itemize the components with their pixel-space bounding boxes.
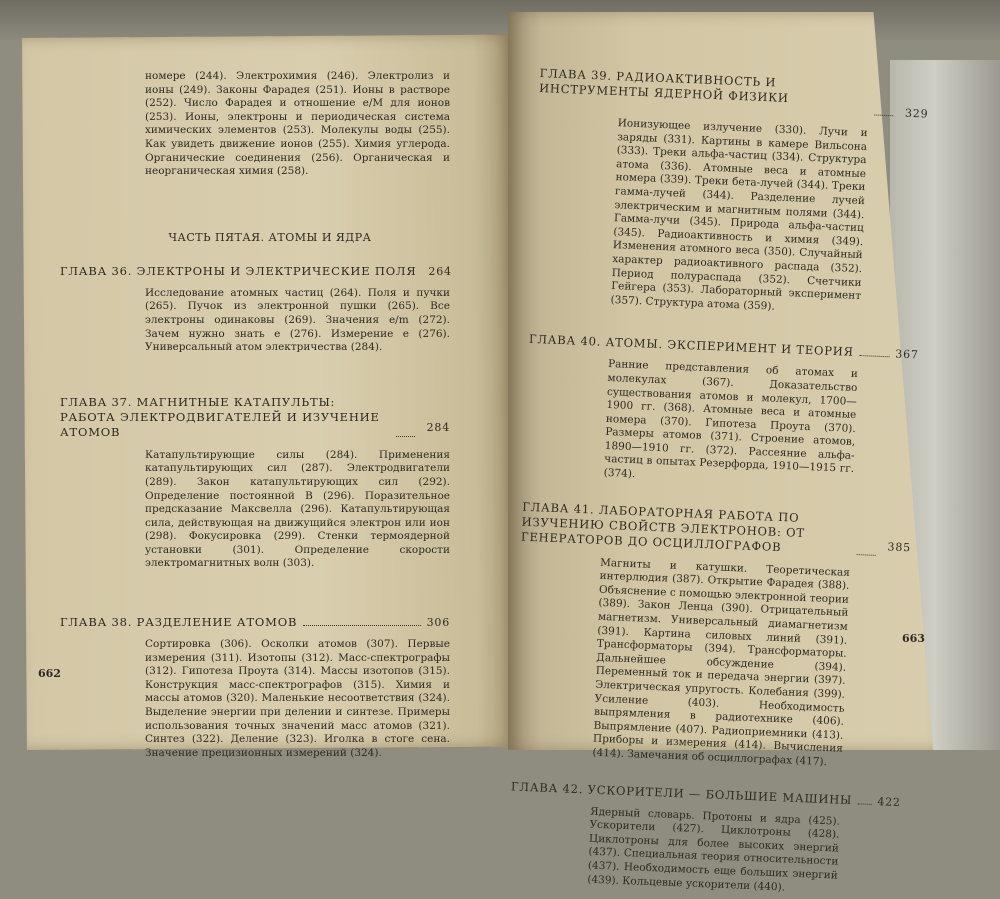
chapter-heading (60, 395, 450, 440)
chapter-title: ГЛАВА 40. АТОМЫ. ЭКСПЕРИМЕНТ И ТЕОРИЯ (528, 332, 854, 360)
chapter-title: ГЛАВА 37. МАГНИТНЫЕ КАТАПУЛЬТЫ: РАБОТА ЭЛЕКТРОДВИГАТЕЛЕЙ И ИЗУЧЕНИЕ АТОМОВ (60, 394, 380, 439)
chapter-39 (530, 66, 929, 320)
chapter-title: ГЛАВА 38. РАЗДЕЛЕНИЕ АТОМОВ (60, 615, 298, 630)
chapter-contents: Сортировка (306). Осколки атомов (307). Первые измерения (311). Изотопы (312). Масс-спектрографы (312). Гипотеза Проута (314). Массы изотопов (315). Конструкция масс-спектрографов (315). Химия и массы атомов (320). Маленькие несоответствия (324). Выделение энергии при делении и синтезе. Примеры использования точных значений масс атомов (321). Синтез (322). Деление (323). Иголка в стоге сена. Значение прецизионных измерений (324). (145, 638, 450, 759)
chapter-contents: Ионизующее излучение (330). Лучи и заряды (331). Картины в камере Вильсона (333). Треки альфа-частиц (334). Структура атома (336). Атомные веса и атомные номера (339). Треки бета-лучей (344). Треки гамма-лучей (344). Разделение лучей электрическим и магнитным полями (344). Гамма-лучи (345). Природа альфа-частиц (345). Радиоактивность и химия (349). Изменения атомного веса (350). Случайный характер радиоактивного распада (352). Период полураспада (352). Счетчики Гейгера (353). Лабораторный эксперимент (357). Структура атома (359). (610, 117, 868, 313)
chapter-contents: Исследование атомных частиц (264). Поля и пучки (265). Пучок из электронной пушки (265). Все электроны одинаковы (269). Значения e/m (272). Зачем нужно знать e (276). Измерение e (276). Универсальный атом электричества (284). (145, 286, 450, 354)
chapter-41 (512, 499, 912, 772)
leader-dots (858, 803, 871, 805)
chapter-title: ГЛАВА 42. УСКОРИТЕЛИ — БОЛЬШИЕ МАШИНЫ (510, 778, 853, 807)
chapter-page-number: 306 (426, 616, 450, 630)
chapter-page-number: 385 (887, 539, 912, 554)
chapter-title: ГЛАВА 36. ЭЛЕКТРОНЫ И ЭЛЕКТРИЧЕСКИЕ ПОЛЯ (60, 263, 417, 278)
chapter-contents: Катапультирующие силы (284). Применения катапультирующих сил (287). Электродвигатели (289). Закон катапультирующих сил (292). Определение постоянной B (296). Поразительное предсказание Максвелла (296). Катапультирующая сила, действующая на движущийся электрон или ион (298). Фокусировка (299). Стенки термоядерной установки (301). Определение скорости электромагнитных волн (303). (145, 448, 450, 570)
chapter-contents: Магниты и катушки. Теоретическая интерлюдия (387). Открытие Фарадея (388). Объяснение с помощью электронной теории (389). Закон Ленца (390). Отрицательный магнетизм. Универсальный диамагнетизм (391). Картина силовых линий (391). Трансформаторы (394). Трансформаторы. Дальнейшее обсуждение (394). Переменный ток и передача энергии (397). Электрическая упругость. Колебания (399). Усиление (403). Необходимость выпрямления в радиотехнике (406). Выпрямление (407). Радиоприемники (413). Приборы и измерения (414). Вычисления (414). Замечания об осциллографах (417). (592, 556, 851, 769)
chapter-title: ГЛАВА 39. РАДИОАКТИВНОСТЬ И ИНСТРУМЕНТЫ ЯДЕРНОЙ ФИЗИКИ (538, 66, 790, 106)
chapter-40 (523, 332, 919, 493)
chapter-heading (521, 499, 912, 560)
chapter-heading (60, 264, 450, 278)
leader-dots (874, 114, 893, 116)
chapter-page-number: 367 (895, 347, 919, 362)
chapter-title: ГЛАВА 41. ЛАБОРАТОРНАЯ РАБОТА ПО ИЗУЧЕНИЮ СВОЙСТВ ЭЛЕКТРОНОВ: ОТ ГЕНЕРАТОРОВ ДО ОСЦИЛЛОГРАФОВ (520, 499, 806, 554)
chapter-36 (60, 264, 450, 355)
chapter-page-number: 264 (428, 264, 452, 278)
leader-dots (857, 554, 876, 556)
chapter-heading (60, 615, 450, 629)
chapter-38 (60, 615, 450, 760)
leader-dots (396, 436, 415, 437)
intro-text: номере (244). Электрохимия (246). Электролиз и ионы (249). Законы Фарадея (251). Ионы в растворе (252). Число Фарадея и отношение e/M для ионов (253). Ионы, электроны и периодическая система химических элементов (253). Молекулы воды (255). Как увидеть движение ионов (255). Химия углерода. Органические соединения (256). Органическая и неорганическая химия (258). (145, 70, 450, 178)
chapter-42 (507, 779, 901, 899)
right-page-number: 663 (902, 632, 925, 645)
chapter-37 (60, 395, 450, 571)
part-title: ЧАСТЬ ПЯТАЯ. АТОМЫ И ЯДРА (168, 230, 372, 244)
left-page-content (60, 70, 450, 760)
chapter-page-number: 422 (877, 794, 902, 809)
left-page-number: 662 (38, 667, 61, 680)
right-page-content (507, 66, 930, 899)
chapter-page-number: 284 (426, 420, 450, 434)
leader-dots (860, 355, 890, 357)
chapter-page-number: 329 (904, 106, 929, 121)
leader-dots (303, 625, 420, 626)
chapter-contents: Ядерный словарь. Протоны и ядра (425). Ускорители (427). Циклотроны (428). Циклотроны для более высоких энергий (437). Специальная теория относительности (437). Необходимость еще больших энергий (439). Кольцевые ускорители (440). (587, 805, 841, 894)
chapter-contents: Ранние представления об атомах и молекулах (367). Доказательство существования атомов и молекул, 1700—1900 гг. (368). Атомные веса и атомные номера (370). Гипотеза Проута (370). Размеры атомов (371). Строение атомов, 1890—1910 гг. (372). Рассеяние альфа-частиц в опытах Резерфорда, 1910—1915 гг. (374). (603, 358, 859, 481)
